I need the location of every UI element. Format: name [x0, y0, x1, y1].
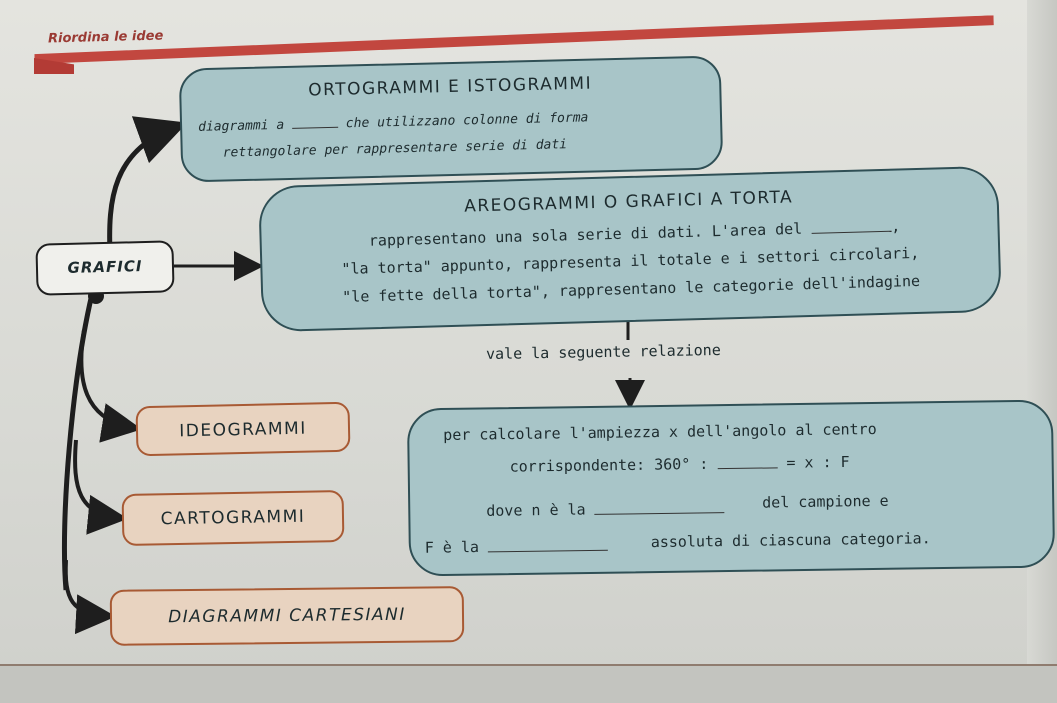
- formula-line4-after: assoluta di ciascuna categoria.: [650, 529, 931, 552]
- areogrammi-line1-text: rappresentano una sola serie di dati. L'area del: [368, 219, 803, 250]
- diagrammi-cartesiani-box: [110, 586, 465, 646]
- formula-line3-start: [486, 498, 725, 520]
- ortogrammi-line1-before: diagrammi a: [197, 117, 285, 135]
- relation-label: vale la seguente relazione: [485, 340, 721, 364]
- diagrammi-cartesiani-label: DIAGRAMMI CARTESIANI: [168, 604, 406, 628]
- areogrammi-line2: "la torta" appunto, rappresenta il totale e i settori circolari,: [341, 243, 920, 279]
- cartogrammi-box: [122, 490, 345, 546]
- connector-to-ortogrammi: [110, 126, 178, 254]
- fill-blank[interactable]: [717, 453, 777, 468]
- section-title: Riordina le idee: [47, 28, 164, 47]
- formula-line3-after: del campione e: [762, 491, 889, 512]
- fill-blank[interactable]: [811, 217, 891, 234]
- connector-to-cartogrammi: [75, 440, 120, 518]
- areogrammi-line3: "le fette della torta", rappresentano le categorie dell'indagine: [341, 271, 921, 307]
- formula-line4-start: [425, 536, 608, 557]
- grafici-root-box: [35, 240, 174, 295]
- ideogrammi-box: [135, 402, 350, 456]
- formula-line2-before: corrispondente: 360° :: [509, 454, 709, 476]
- ortogrammi-box: [179, 55, 724, 182]
- fill-blank[interactable]: [292, 115, 338, 129]
- formula-line2: [510, 452, 850, 475]
- formula-line3-before: dove n è la: [486, 500, 586, 520]
- connector-to-diagrammi: [66, 560, 108, 616]
- grafici-label: GRAFICI: [67, 257, 143, 277]
- connector-trunk: [64, 294, 92, 590]
- fill-blank[interactable]: [595, 498, 725, 514]
- formula-line1: per calcolare l'ampiezza x dell'angolo al centro: [443, 419, 877, 445]
- formula-box: [407, 399, 1055, 576]
- fill-blank[interactable]: [488, 536, 608, 552]
- ortogrammi-title: ORTOGRAMMI E ISTOGRAMMI: [308, 73, 593, 101]
- areogrammi-box: [258, 166, 1002, 333]
- ortogrammi-line1: [198, 109, 589, 135]
- ortogrammi-line1-after: che utilizzano colonne di forma: [345, 110, 589, 132]
- formula-line2-after: = x : F: [786, 452, 850, 472]
- formula-line4-before: F è la: [424, 538, 480, 557]
- connector-to-ideogrammi: [81, 330, 134, 428]
- cartogrammi-label: CARTOGRAMMI: [160, 506, 306, 530]
- areogrammi-line1-end: ,: [890, 216, 901, 236]
- ideogrammi-label: IDEOGRAMMI: [179, 418, 307, 442]
- ortogrammi-line2: rettangolare per rappresentare serie di dati: [222, 137, 568, 161]
- areogrammi-title: AREOGRAMMI O GRAFICI A TORTA: [463, 187, 794, 217]
